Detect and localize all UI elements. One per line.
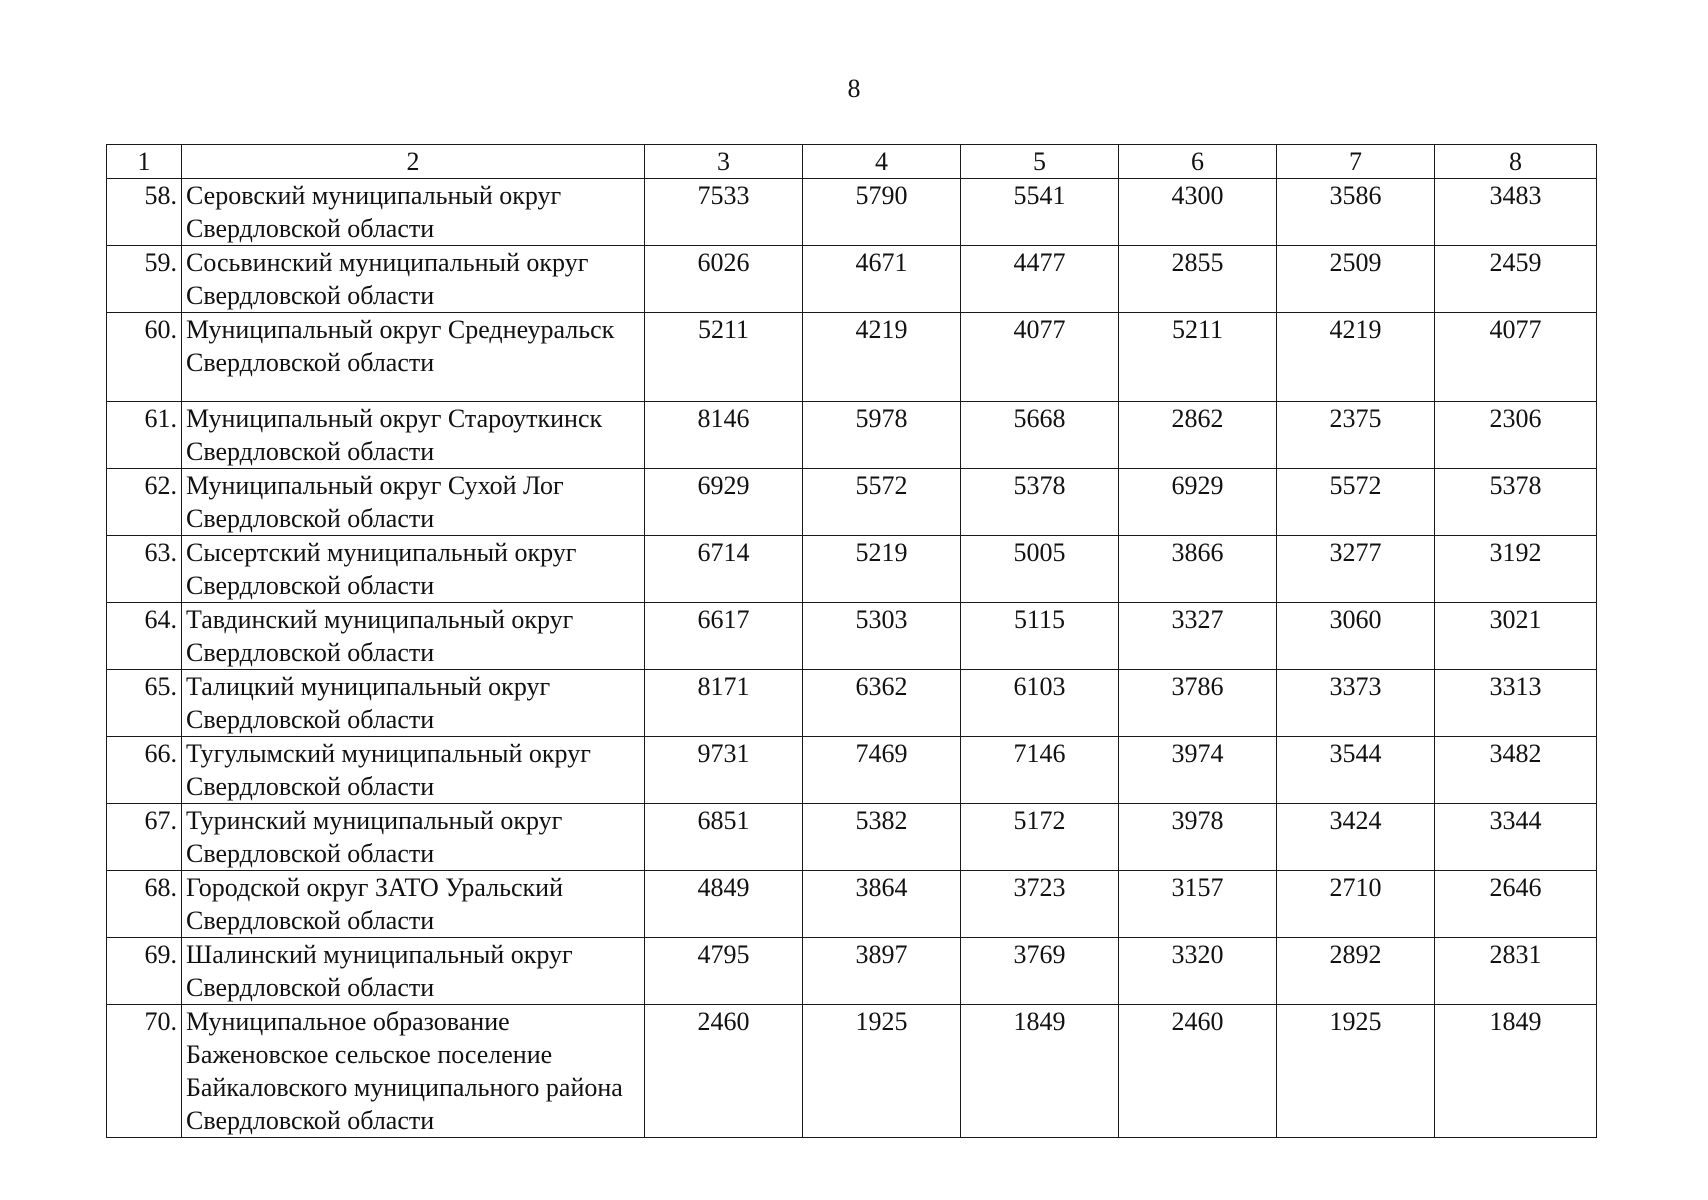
value-cell-col-4: 5303 [803, 603, 961, 670]
value-cell-col-8: 3192 [1435, 536, 1597, 603]
value-cell-col-8: 4077 [1435, 313, 1597, 402]
table-row [107, 737, 1597, 804]
value-cell-col-5: 6103 [961, 670, 1119, 737]
value-cell-col-7: 3277 [1277, 536, 1435, 603]
value-cell-col-4: 5382 [803, 804, 961, 871]
value-cell-col-3: 8171 [645, 670, 803, 737]
value-cell-col-8: 3313 [1435, 670, 1597, 737]
value-cell-col-5: 5668 [961, 402, 1119, 469]
value-cell-col-8: 2831 [1435, 938, 1597, 1005]
value-cell-col-7: 1925 [1277, 1005, 1435, 1138]
value-cell-col-3: 6929 [645, 469, 803, 536]
value-cell-col-6: 4300 [1119, 179, 1277, 246]
row-number: 68. [107, 871, 182, 938]
table-row [107, 313, 1597, 402]
value-cell-col-8: 3021 [1435, 603, 1597, 670]
value-cell-col-5: 5005 [961, 536, 1119, 603]
value-cell-col-8: 2646 [1435, 871, 1597, 938]
value-cell-col-3: 6714 [645, 536, 803, 603]
table-row [107, 804, 1597, 871]
column-header: 5 [961, 145, 1119, 179]
value-cell-col-6: 3157 [1119, 871, 1277, 938]
municipality-name: Тугулымский муниципальный округ Свердловской области [182, 737, 645, 804]
value-cell-col-5: 1849 [961, 1005, 1119, 1138]
table-row [107, 402, 1597, 469]
header-row [107, 145, 1597, 179]
value-cell-col-6: 3974 [1119, 737, 1277, 804]
value-cell-col-3: 6026 [645, 246, 803, 313]
row-number: 62. [107, 469, 182, 536]
municipality-name: Муниципальный округ Среднеуральск Свердловской области [182, 313, 645, 402]
value-cell-col-7: 3060 [1277, 603, 1435, 670]
value-cell-col-3: 4849 [645, 871, 803, 938]
value-cell-col-6: 2460 [1119, 1005, 1277, 1138]
column-header: 7 [1277, 145, 1435, 179]
table-row [107, 871, 1597, 938]
row-number: 60. [107, 313, 182, 402]
value-cell-col-8: 3482 [1435, 737, 1597, 804]
municipality-name: Городской округ ЗАТО Уральский Свердловской области [182, 871, 645, 938]
municipality-name: Серовский муниципальный округ Свердловской области [182, 179, 645, 246]
value-cell-col-5: 4477 [961, 246, 1119, 313]
value-cell-col-6: 5211 [1119, 313, 1277, 402]
column-header: 6 [1119, 145, 1277, 179]
column-header: 2 [182, 145, 645, 179]
table-row [107, 670, 1597, 737]
value-cell-col-6: 3327 [1119, 603, 1277, 670]
column-header: 8 [1435, 145, 1597, 179]
value-cell-col-7: 3544 [1277, 737, 1435, 804]
table-body [107, 179, 1597, 1138]
value-cell-col-8: 5378 [1435, 469, 1597, 536]
value-cell-col-3: 6851 [645, 804, 803, 871]
table-row [107, 603, 1597, 670]
table-row [107, 246, 1597, 313]
table-row [107, 469, 1597, 536]
value-cell-col-7: 3424 [1277, 804, 1435, 871]
value-cell-col-6: 2862 [1119, 402, 1277, 469]
value-cell-col-6: 6929 [1119, 469, 1277, 536]
page-number: 8 [847, 74, 861, 103]
municipality-name: Муниципальное образование Баженовское сельское поселение Байкаловского муниципального района Свердловской области [182, 1005, 645, 1138]
data-table [106, 144, 1597, 1138]
value-cell-col-6: 3978 [1119, 804, 1277, 871]
municipality-name: Туринский муниципальный округ Свердловской области [182, 804, 645, 871]
value-cell-col-5: 3769 [961, 938, 1119, 1005]
value-cell-col-3: 8146 [645, 402, 803, 469]
value-cell-col-6: 3320 [1119, 938, 1277, 1005]
value-cell-col-3: 6617 [645, 603, 803, 670]
value-cell-col-5: 4077 [961, 313, 1119, 402]
value-cell-col-8: 2459 [1435, 246, 1597, 313]
value-cell-col-4: 7469 [803, 737, 961, 804]
municipality-name: Сосьвинский муниципальный округ Свердловской области [182, 246, 645, 313]
municipality-name: Муниципальный округ Сухой Лог Свердловской области [182, 469, 645, 536]
row-number: 63. [107, 536, 182, 603]
row-number: 69. [107, 938, 182, 1005]
value-cell-col-4: 3864 [803, 871, 961, 938]
value-cell-col-5: 7146 [961, 737, 1119, 804]
value-cell-col-3: 2460 [645, 1005, 803, 1138]
value-cell-col-4: 6362 [803, 670, 961, 737]
column-header: 3 [645, 145, 803, 179]
value-cell-col-6: 2855 [1119, 246, 1277, 313]
value-cell-col-4: 5219 [803, 536, 961, 603]
value-cell-col-7: 2892 [1277, 938, 1435, 1005]
row-number: 67. [107, 804, 182, 871]
row-number: 61. [107, 402, 182, 469]
row-number: 58. [107, 179, 182, 246]
value-cell-col-5: 5115 [961, 603, 1119, 670]
value-cell-col-7: 3373 [1277, 670, 1435, 737]
value-cell-col-5: 5172 [961, 804, 1119, 871]
municipality-name: Талицкий муниципальный округ Свердловской области [182, 670, 645, 737]
column-header: 1 [107, 145, 182, 179]
row-number: 70. [107, 1005, 182, 1138]
value-cell-col-8: 2306 [1435, 402, 1597, 469]
value-cell-col-5: 3723 [961, 871, 1119, 938]
municipality-name: Тавдинский муниципальный округ Свердловской области [182, 603, 645, 670]
value-cell-col-7: 2375 [1277, 402, 1435, 469]
value-cell-col-7: 5572 [1277, 469, 1435, 536]
column-header: 4 [803, 145, 961, 179]
municipality-name: Шалинский муниципальный округ Свердловской области [182, 938, 645, 1005]
value-cell-col-3: 9731 [645, 737, 803, 804]
value-cell-col-4: 3897 [803, 938, 961, 1005]
value-cell-col-3: 4795 [645, 938, 803, 1005]
row-number: 65. [107, 670, 182, 737]
value-cell-col-7: 4219 [1277, 313, 1435, 402]
table-row [107, 179, 1597, 246]
row-number: 64. [107, 603, 182, 670]
value-cell-col-4: 5572 [803, 469, 961, 536]
value-cell-col-6: 3866 [1119, 536, 1277, 603]
value-cell-col-4: 1925 [803, 1005, 961, 1138]
table-row [107, 938, 1597, 1005]
value-cell-col-4: 5978 [803, 402, 961, 469]
table-row [107, 536, 1597, 603]
value-cell-col-4: 4219 [803, 313, 961, 402]
row-number: 59. [107, 246, 182, 313]
value-cell-col-4: 4671 [803, 246, 961, 313]
municipality-name: Муниципальный округ Староуткинск Свердловской области [182, 402, 645, 469]
value-cell-col-7: 2710 [1277, 871, 1435, 938]
value-cell-col-8: 3344 [1435, 804, 1597, 871]
value-cell-col-7: 3586 [1277, 179, 1435, 246]
value-cell-col-7: 2509 [1277, 246, 1435, 313]
value-cell-col-3: 5211 [645, 313, 803, 402]
value-cell-col-8: 1849 [1435, 1005, 1597, 1138]
value-cell-col-5: 5541 [961, 179, 1119, 246]
value-cell-col-8: 3483 [1435, 179, 1597, 246]
municipality-name: Сысертский муниципальный округ Свердловской области [182, 536, 645, 603]
table-row [107, 1005, 1597, 1138]
value-cell-col-3: 7533 [645, 179, 803, 246]
value-cell-col-5: 5378 [961, 469, 1119, 536]
row-number: 66. [107, 737, 182, 804]
value-cell-col-4: 5790 [803, 179, 961, 246]
value-cell-col-6: 3786 [1119, 670, 1277, 737]
